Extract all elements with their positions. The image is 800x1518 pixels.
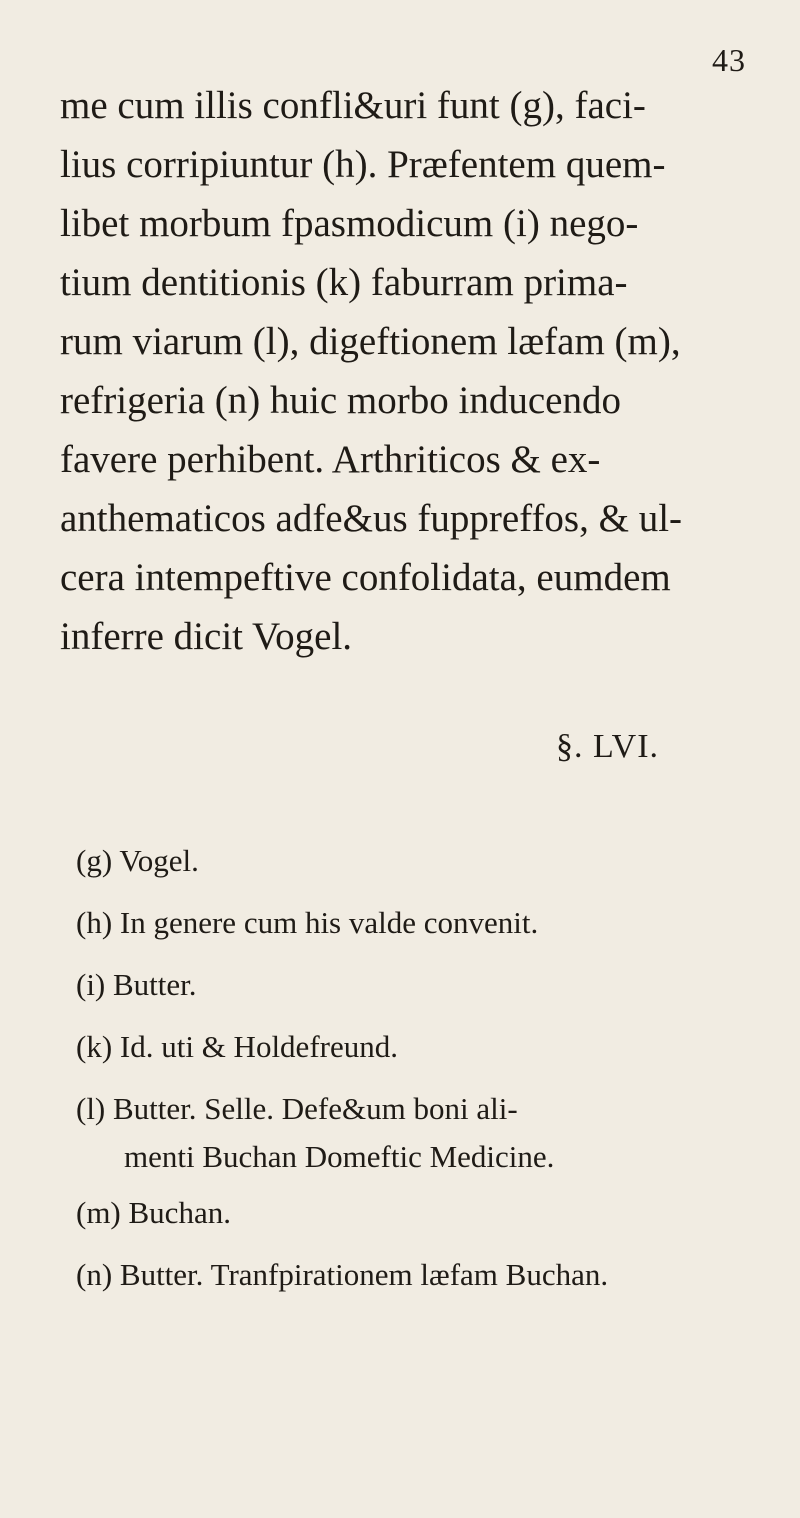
text-line: me cum illis confli&uri funt (g), faci- — [60, 84, 646, 127]
section-heading: §. LVI. — [556, 728, 660, 765]
footnote: (k) Id. uti & Holdefreund. — [76, 1029, 398, 1064]
footnote-continuation: menti Buchan Domeftic Medicine. — [124, 1139, 555, 1174]
footnote: (g) Vogel. — [76, 843, 199, 878]
footnote: (i) Butter. — [76, 967, 197, 1002]
page-number: 43 — [712, 42, 746, 78]
footnote: (m) Buchan. — [76, 1195, 231, 1230]
footnote: (h) In genere cum his valde convenit. — [76, 905, 539, 940]
text-line: anthematicos adfe&us fuppreffos, & ul- — [60, 497, 683, 540]
main-text-block — [60, 76, 750, 666]
footnote: (l) Butter. Selle. Defe&um boni ali- — [76, 1091, 518, 1126]
text-line: rum viarum (l), digeftionem læfam (m), — [60, 320, 681, 363]
text-line: inferre dicit Vogel. — [60, 615, 353, 658]
text-line: lius corripiuntur (h). Præfentem quem- — [60, 143, 666, 186]
text-line: favere perhibent. Arthriticos & ex- — [60, 438, 601, 481]
footnote: (n) Butter. Tranfpirationem læfam Buchan. — [76, 1257, 609, 1292]
text-line: refrigeria (n) huic morbo inducendo — [60, 379, 621, 422]
footnotes — [76, 830, 776, 1306]
text-line: libet morbum fpasmodicum (i) nego- — [60, 202, 639, 245]
text-line: tium dentitionis (k) faburram prima- — [60, 261, 628, 304]
text-line: cera intempeftive confolidata, eumdem — [60, 556, 671, 599]
